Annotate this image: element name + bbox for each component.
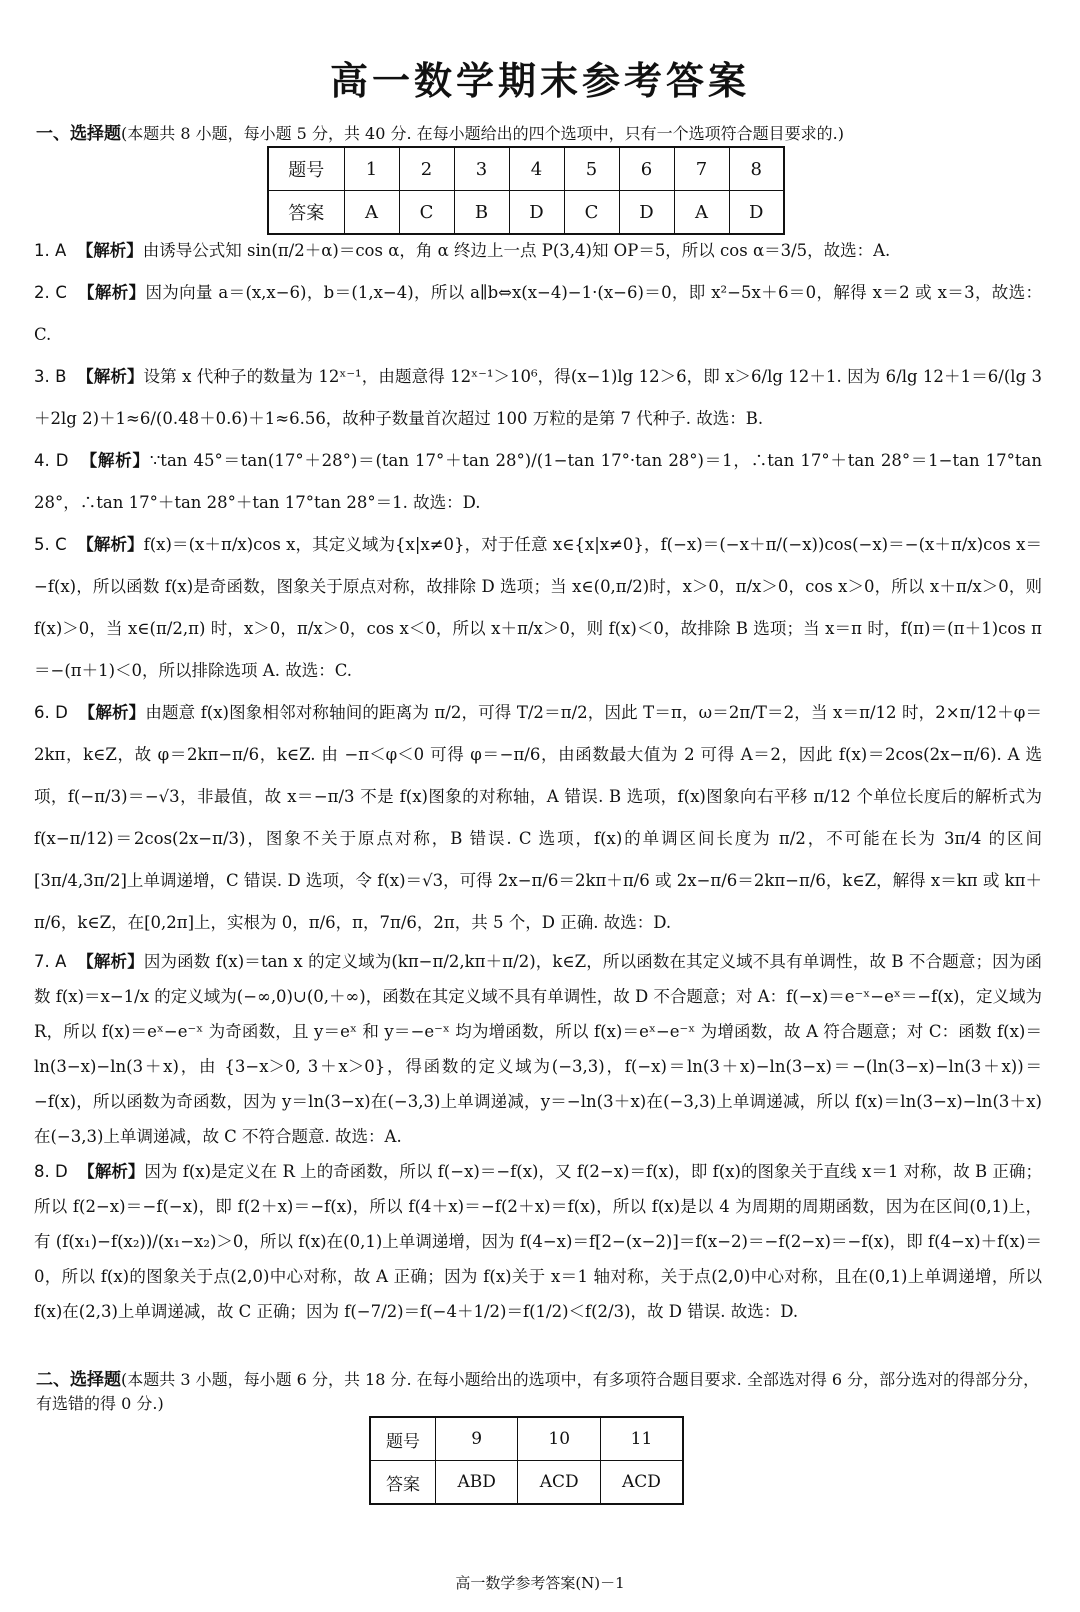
solution-answer: 6. D xyxy=(34,703,68,722)
question-number: 9 xyxy=(435,1417,518,1461)
section1-title: 一、选择题 xyxy=(36,124,121,144)
section2-title: 二、选择题 xyxy=(36,1370,121,1390)
question-number: 7 xyxy=(674,147,729,191)
analysis-tag: 【解析】 xyxy=(77,535,144,554)
solution-3 xyxy=(34,356,1042,440)
question-number: 4 xyxy=(509,147,564,191)
solution-answer: 7. A xyxy=(34,952,67,971)
row-label-answer: 答案 xyxy=(268,191,344,235)
table-row xyxy=(268,191,784,235)
section2-note: (本题共 3 小题，每小题 6 分，共 18 分. 在每小题给出的选项中，有多项符合题目要求. 全部选对得 6 分，部分选对的得部分分，有选错的得 0 分.) xyxy=(36,1370,1040,1413)
answer-cell: ABD xyxy=(435,1461,518,1505)
table-row xyxy=(370,1461,683,1505)
solution-8 xyxy=(34,1154,1042,1329)
answer-cell: A xyxy=(344,191,399,235)
solution-text: f(x)＝(x＋π/x)cos x，其定义域为{x|x≠0}，对于任意 x∈{x|x≠0}，f(−x)＝(−x＋π/(−x))cos(−x)＝−(x＋π/x)cos x＝−f(x)，所以函数 f(x)是奇函数，图象关于原点对称，故排除 D 选项；当 x∈(0,π/2)时，x＞0，π/x＞0，cos x＞0，所以 x＋π/x＞0，则 f(x)＞0，当 x∈(π/2,π) 时，x＞0，π/x＞0，cos x＜0，所以 x＋π/x＞0，则 f(x)＜0，故排除 B 选项；当 x＝π 时，f(π)＝(π＋1)cos π＝−(π＋1)＜0，所以排除选项 A. 故选：C. xyxy=(34,535,1043,680)
page-title: 高一数学期末参考答案 xyxy=(329,59,750,103)
answer-cell: ACD xyxy=(600,1461,683,1505)
analysis-tag: 【解析】 xyxy=(77,367,144,386)
solution-text: 设第 x 代种子的数量为 12ˣ⁻¹，由题意得 12ˣ⁻¹＞10⁶，得(x−1)lg 12＞6，即 x＞6/lg 12＋1. 因为 6/lg 12＋1＝6/(lg 3＋2lg 2)＋1≈6/(0.48＋0.6)＋1≈6.56，故种子数量首次超过 100 万粒的是第 7 代种子. 故选：B. xyxy=(34,367,1042,428)
section1-answer-table xyxy=(267,146,785,235)
answer-cell: ACD xyxy=(518,1461,601,1505)
row-label-number: 题号 xyxy=(268,147,344,191)
answer-cell: D xyxy=(729,191,784,235)
solution-answer: 5. C xyxy=(34,535,67,554)
answer-cell: D xyxy=(619,191,674,235)
solution-7 xyxy=(34,944,1042,1154)
answer-cell: C xyxy=(564,191,619,235)
question-number: 1 xyxy=(344,147,399,191)
solution-6 xyxy=(34,692,1042,944)
question-number: 3 xyxy=(454,147,509,191)
question-number: 5 xyxy=(564,147,619,191)
page-footer: 高一数学参考答案(N)－1 xyxy=(455,1574,625,1592)
table-row xyxy=(268,147,784,191)
solution-2 xyxy=(34,272,1042,356)
analysis-tag: 【解析】 xyxy=(78,703,146,722)
section2-heading xyxy=(36,1368,1044,1416)
question-number: 8 xyxy=(729,147,784,191)
section1-note: (本题共 8 小题，每小题 5 分，共 40 分. 在每小题给出的四个选项中，只有一个选项符合题目要求的.) xyxy=(121,124,844,143)
question-number: 6 xyxy=(619,147,674,191)
row-label-answer: 答案 xyxy=(370,1461,435,1505)
answer-cell: B xyxy=(454,191,509,235)
solution-text: 由题意 f(x)图象相邻对称轴间的距离为 π/2，可得 T/2＝π/2，因此 T＝π，ω＝2π/T＝2，当 x＝π/12 时，2×π/12＋φ＝2kπ，k∈Z，故 φ＝2kπ−π/6，k∈Z. 由 −π＜φ＜0 可得 φ＝−π/6，由函数最大值为 2 可得 A＝2，因此 f(x)＝2cos(2x−π/6). A 选项，f(−π/3)＝−√3，非最值，故 x＝−π/3 不是 f(x)图象的对称轴，A 错误. B 选项，f(x)图象向右平移 π/12 个单位长度后的解析式为 f(x−π/12)＝2cos(2x−π/3)，图象不关于原点对称，B 错误. C 选项，f(x)的单调区间长度为 π/2，不可能在长为 3π/4 的区间[3π/4,3π/2]上单调递增，C 错误. D 选项，令 f(x)＝√3，可得 2x−π/6＝2kπ＋π/6 或 2x−π/6＝2kπ−π/6，k∈Z，解得 x＝kπ 或 kπ＋π/6，k∈Z，在[0,2π]上，实根为 0，π/6，π，7π/6，2π，共 5 个，D 正确. 故选：D. xyxy=(34,703,1043,932)
solution-1 xyxy=(34,230,1042,272)
solution-text: 因为函数 f(x)＝tan x 的定义域为(kπ−π/2,kπ＋π/2)，k∈Z，所以函数在其定义域不具有单调性，故 B 不合题意；因为函数 f(x)＝x−1/x 的定义域为(−∞,0)∪(0,＋∞)，函数在其定义域不具有单调性，故 D 不合题意；对 A：f(−x)＝e⁻ˣ−eˣ＝−f(x)，定义域为 R，所以 f(x)＝eˣ−e⁻ˣ 为奇函数，且 y＝eˣ 和 y＝−e⁻ˣ 均为增函数，所以 f(x)＝eˣ−e⁻ˣ 为增函数，故 A 符合题意；对 C：函数 f(x)＝ln(3−x)−ln(3＋x)，由 {3−x＞0, 3＋x＞0}，得函数的定义域为(−3,3)，f(−x)＝ln(3＋x)−ln(3−x)＝−(ln(3−x)−ln(3＋x))＝−f(x)，所以函数为奇函数，因为 y＝ln(3−x)在(−3,3)上单调递减，y＝−ln(3＋x)在(−3,3)上单调递减，所以 f(x)＝ln(3−x)−ln(3＋x)在(−3,3)上单调递减，故 C 不符合题意. 故选：A. xyxy=(34,952,1042,1146)
solution-text: ∵tan 45°＝tan(17°＋28°)＝(tan 17°＋tan 28°)/(1−tan 17°·tan 28°)＝1，∴tan 17°＋tan 28°＝1−tan 17°tan 28°，∴tan 17°＋tan 28°＋tan 17°tan 28°＝1. 故选：D. xyxy=(34,451,1042,512)
section2-answer-table xyxy=(369,1416,684,1505)
question-number: 11 xyxy=(600,1417,683,1461)
answer-cell: C xyxy=(399,191,454,235)
row-label-number: 题号 xyxy=(370,1417,435,1461)
solutions-list xyxy=(34,230,1042,1329)
analysis-tag: 【解析】 xyxy=(78,1162,145,1181)
solution-answer: 4. D xyxy=(34,451,69,470)
analysis-tag: 【解析】 xyxy=(77,952,144,971)
analysis-tag: 【解析】 xyxy=(76,241,143,260)
analysis-tag: 【解析】 xyxy=(80,451,150,470)
question-number: 10 xyxy=(518,1417,601,1461)
section1-heading xyxy=(36,122,1044,146)
table-row xyxy=(370,1417,683,1461)
solution-text: 因为向量 a＝(x,x−6)，b＝(1,x−4)，所以 a∥b⇔x(x−4)−1·(x−6)＝0，即 x²−5x＋6＝0，解得 x＝2 或 x＝3，故选：C. xyxy=(34,283,1042,344)
solution-answer: 8. D xyxy=(34,1162,68,1181)
solution-text: 由诱导公式知 sin(π/2＋α)＝cos α，角 α 终边上一点 P(3,4)知 OP＝5，所以 cos α＝3/5，故选：A. xyxy=(142,241,891,260)
answer-cell: D xyxy=(509,191,564,235)
answer-cell: A xyxy=(674,191,729,235)
question-number: 2 xyxy=(399,147,454,191)
solution-answer: 3. B xyxy=(34,367,67,386)
solution-answer: 1. A xyxy=(34,241,67,260)
solution-text: 因为 f(x)是定义在 R 上的奇函数，所以 f(−x)＝−f(x)，又 f(2−x)＝f(x)，即 f(x)的图象关于直线 x＝1 对称，故 B 正确；所以 f(2−x)＝−f(−x)，即 f(2＋x)＝−f(x)，所以 f(4＋x)＝−f(2＋x)＝f(x)，所以 f(x)是以 4 为周期的周期函数，因为在区间(0,1)上，有 (f(x₁)−f(x₂))/(x₁−x₂)＞0，所以 f(x)在(0,1)上单调递增，因为 f(4−x)＝f[2−(x−2)]＝f(x−2)＝−f(2−x)＝−f(x)，即 f(4−x)＋f(x)＝0，所以 f(x)的图象关于点(2,0)中心对称，故 A 正确；因为 f(x)关于 x＝1 轴对称，关于点(2,0)中心对称，且在(0,1)上单调递增，所以 f(x)在(2,3)上单调递减，故 C 正确；因为 f(−7/2)＝f(−4＋1/2)＝f(1/2)＜f(2/3)，故 D 错误. 故选：D. xyxy=(34,1162,1042,1321)
solution-4 xyxy=(34,440,1042,524)
solution-5 xyxy=(34,524,1042,692)
solution-answer: 2. C xyxy=(34,283,67,302)
analysis-tag: 【解析】 xyxy=(78,283,146,302)
